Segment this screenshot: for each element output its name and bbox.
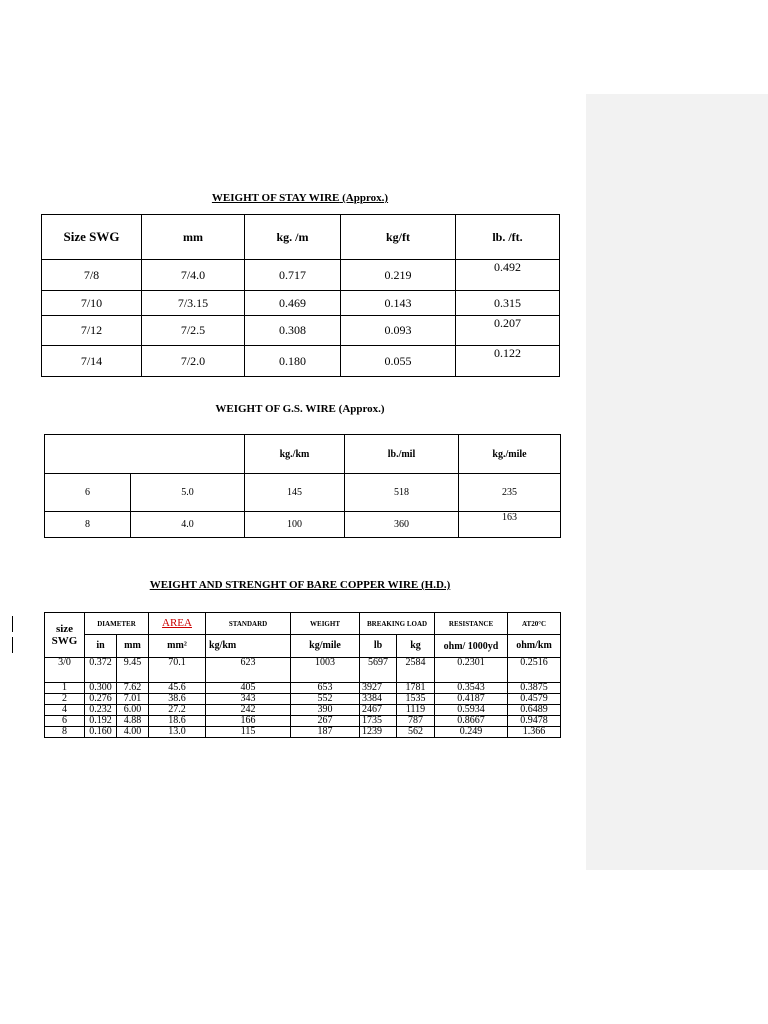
table-cell: 70.1 [149,658,206,669]
table-cell: 405 [206,682,291,693]
table-cell: 45.6 [149,682,206,693]
copper-header: RESISTANCE [435,613,508,635]
table-cell: 0.3875 [508,682,561,693]
gs-header: kg./km [245,435,345,474]
table-cell: 242 [206,704,291,715]
table-cell: 7/2.0 [142,346,245,377]
gs-header-row [45,435,561,474]
blank-cell [45,668,85,682]
table-cell: 0.249 [435,726,508,737]
table-cell: 0.469 [245,291,341,316]
table-cell: 1239 [360,726,397,737]
copper-header [149,613,206,635]
table-cell: 7.62 [117,682,149,693]
table-row [45,474,561,512]
table-row [45,715,561,726]
copper-header: size SWG [45,613,85,658]
copper-header: AT20°C [508,613,561,635]
revision-bar [12,637,13,653]
table-cell: 0.055 [341,346,456,377]
table-row [45,512,561,538]
table-cell: 7/12 [42,316,142,346]
table-cell: 0.2301 [435,658,508,669]
table-cell: 1.366 [508,726,561,737]
table-row [42,260,560,291]
table-cell: 4.0 [131,512,245,538]
stay-header: lb. /ft. [456,215,560,260]
blank-cell [85,668,117,682]
table-cell: 0.3543 [435,682,508,693]
table-cell [459,512,561,538]
table-cell: 3927 [360,682,397,693]
copper-title-text: WEIGHT AND STRENGHT OF BARE COPPER WIRE (H.D.) [149,579,451,591]
table-cell: 267 [291,715,360,726]
blank-cell [360,668,397,682]
table-cell: 9.45 [117,658,149,669]
stay-wire-title [0,192,600,204]
table-cell: 4 [45,704,85,715]
table-cell: 0.315 [456,291,560,316]
copper-wire-table [44,612,561,738]
table-cell: 1003 [291,658,360,669]
blank-cell [397,668,435,682]
copper-header: BREAKING LOAD [360,613,435,635]
table-cell: 0.232 [85,704,117,715]
table-cell: 0.143 [341,291,456,316]
copper-subheader: lb [360,635,397,658]
table-cell: 0.6489 [508,704,561,715]
table-cell: 6 [45,474,131,512]
copper-subheader: mm² [149,635,206,658]
copper-header: DIAMETER [85,613,149,635]
table-cell: 0.300 [85,682,117,693]
copper-subheader-row [45,635,561,658]
table-row [42,316,560,346]
gs-title-suffix: (Approx.) [338,403,385,415]
table-cell: 0.2516 [508,658,561,669]
table-cell: 6 [45,715,85,726]
copper-subheader: in [85,635,117,658]
table-cell: 13.0 [149,726,206,737]
stay-title-text: WEIGHT OF STAY WIRE [211,192,340,204]
table-cell: 653 [291,682,360,693]
table-cell: 3/0 [45,658,85,669]
blank-cell [435,668,508,682]
table-cell: 5.0 [131,474,245,512]
gs-title-text: WEIGHT OF G.S. WIRE [215,403,336,415]
table-cell: 390 [291,704,360,715]
table-cell: 0.4187 [435,693,508,704]
area-header: AREA [162,617,192,629]
copper-header-row [45,613,561,635]
gs-header: lb./mil [345,435,459,474]
table-cell: 27.2 [149,704,206,715]
table-cell: 1535 [397,693,435,704]
gs-header-blank [45,435,245,474]
table-cell: 7/2.5 [142,316,245,346]
stay-title-suffix: (Approx.) [342,192,389,204]
stay-header: mm [142,215,245,260]
table-cell: 0.4579 [508,693,561,704]
table-cell: 343 [206,693,291,704]
table-cell: 187 [291,726,360,737]
table-cell: 7.01 [117,693,149,704]
blank-cell [149,668,206,682]
table-cell: 360 [345,512,459,538]
table-cell: 18.6 [149,715,206,726]
table-row [45,704,561,715]
copper-header: WEIGHT [291,613,360,635]
gs-header: kg./mile [459,435,561,474]
table-row [45,693,561,704]
table-cell [456,346,560,377]
cell-text: 0.492 [494,260,521,274]
table-cell: 0.372 [85,658,117,669]
stay-header: kg. /m [245,215,341,260]
copper-subheader: kg/km [206,635,291,658]
table-cell: 7/4.0 [142,260,245,291]
stay-header-row [42,215,560,260]
table-cell: 0.308 [245,316,341,346]
table-cell: 518 [345,474,459,512]
stay-header: kg/ft [341,215,456,260]
table-cell: 787 [397,715,435,726]
copper-subheader: kg [397,635,435,658]
table-cell: 5697 [360,658,397,669]
table-cell: 145 [245,474,345,512]
table-cell: 1119 [397,704,435,715]
table-cell: 8 [45,512,131,538]
table-cell: 2467 [360,704,397,715]
table-row [45,682,561,693]
copper-subheader: mm [117,635,149,658]
table-cell: 1 [45,682,85,693]
cell-text: 0.207 [494,316,521,330]
cell-text: 163 [502,512,517,523]
blank-cell [291,668,360,682]
table-cell: 235 [459,474,561,512]
gs-wire-table [44,434,561,538]
table-cell: 0.276 [85,693,117,704]
table-cell: 2584 [397,658,435,669]
table-cell: 7/8 [42,260,142,291]
table-cell: 8 [45,726,85,737]
cell-text: 0.122 [494,346,521,360]
comment-pane [586,94,768,870]
table-cell: 2 [45,693,85,704]
table-cell: 0.180 [245,346,341,377]
table-cell: 3384 [360,693,397,704]
table-row-blank [45,668,561,682]
blank-cell [117,668,149,682]
table-cell: 115 [206,726,291,737]
table-cell: 0.5934 [435,704,508,715]
copper-subheader: ohm/km [508,635,561,658]
table-row [45,658,561,669]
table-cell: 623 [206,658,291,669]
table-cell: 562 [397,726,435,737]
table-cell: 0.717 [245,260,341,291]
copper-subheader: ohm/ 1000yd [435,635,508,658]
revision-bar [12,616,13,632]
table-cell: 0.9478 [508,715,561,726]
blank-cell [206,668,291,682]
table-cell: 0.219 [341,260,456,291]
table-cell: 0.192 [85,715,117,726]
stay-wire-table [41,214,560,377]
table-cell: 4.00 [117,726,149,737]
table-cell: 552 [291,693,360,704]
table-cell: 100 [245,512,345,538]
copper-wire-title [0,579,600,591]
table-cell: 38.6 [149,693,206,704]
stay-header: Size SWG [42,215,142,260]
table-cell: 6.00 [117,704,149,715]
table-cell [456,316,560,346]
table-cell: 7/14 [42,346,142,377]
table-cell: 7/3.15 [142,291,245,316]
table-cell: 0.093 [341,316,456,346]
table-row [45,726,561,737]
table-cell [456,260,560,291]
table-cell: 1781 [397,682,435,693]
copper-header: STANDARD [206,613,291,635]
table-cell: 4.88 [117,715,149,726]
table-row [42,291,560,316]
table-cell: 7/10 [42,291,142,316]
table-cell: 0.160 [85,726,117,737]
table-row [42,346,560,377]
table-cell: 1735 [360,715,397,726]
blank-cell [508,668,561,682]
table-cell: 0.8667 [435,715,508,726]
table-cell: 166 [206,715,291,726]
gs-wire-title [0,403,600,415]
copper-subheader: kg/mile [291,635,360,658]
